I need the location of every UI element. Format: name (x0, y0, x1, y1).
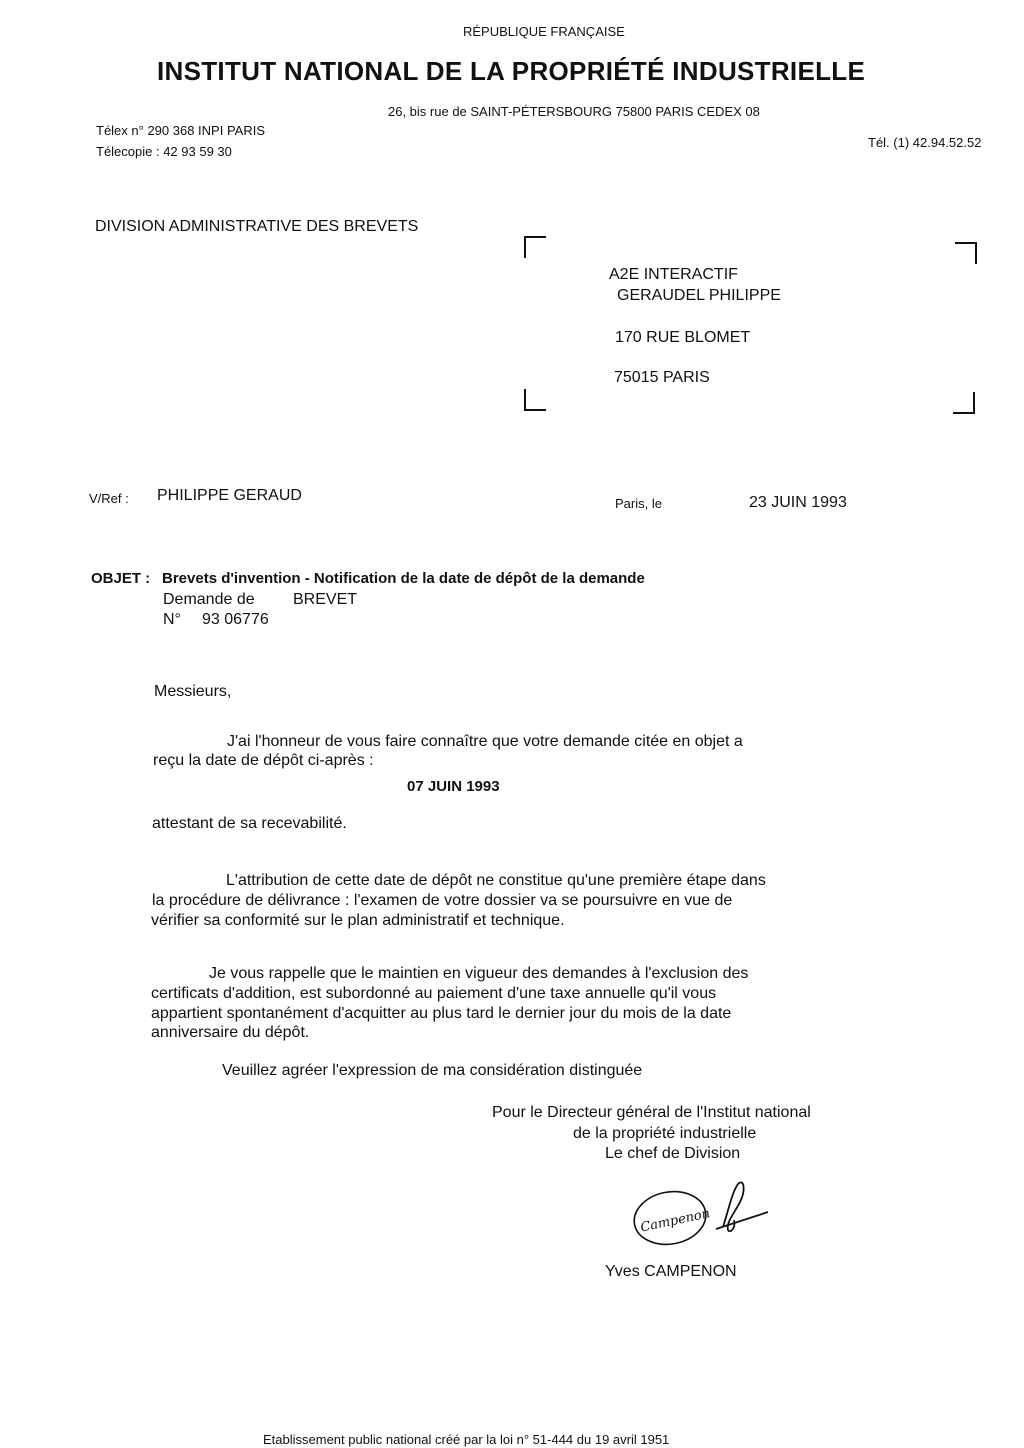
telephone-line: Tél. (1) 42.94.52.52 (868, 135, 982, 150)
window-corner-top-left (524, 236, 546, 258)
signature-line-2: de la propriété industrielle (573, 1125, 757, 1142)
letter-date: 23 JUIN 1993 (749, 494, 847, 511)
signature-scrawl-text: Campenon (639, 1206, 712, 1236)
demande-value: BREVET (293, 591, 358, 608)
division-heading: DIVISION ADMINISTRATIVE DES BREVETS (95, 218, 419, 235)
recipient-name: GERAUDEL PHILIPPE (617, 287, 781, 304)
paragraph-2-line-1: L'attribution de cette date de dépôt ne constitue qu'une première étape dans (226, 872, 766, 889)
date-label: Paris, le (615, 496, 662, 511)
objet-label: OBJET : (91, 570, 151, 587)
paragraph-3-line-1: Je vous rappelle que le maintien en vigueur des demandes à l'exclusion des (209, 965, 749, 982)
closing-formula: Veuillez agréer l'expression de ma considération distinguée (222, 1062, 643, 1079)
paragraph-1-line-1: J'ai l'honneur de vous faire connaître que votre demande citée en objet a (227, 733, 743, 750)
recipient-city: 75015 PARIS (614, 369, 710, 386)
numero-value: 93 06776 (202, 611, 269, 628)
paragraph-2-line-2: la procédure de délivrance : l'examen de votre dossier va se poursuivre en vue de (152, 892, 733, 909)
reference-label: V/Ref : (89, 491, 129, 506)
handwritten-signature (628, 1172, 778, 1252)
objet-text: Brevets d'invention - Notification de la date de dépôt de la demande (162, 570, 645, 587)
paragraph-1-line-2: reçu la date de dépôt ci-après : (153, 752, 374, 769)
recipient-street: 170 RUE BLOMET (615, 329, 751, 346)
salutation: Messieurs, (154, 683, 232, 700)
numero-label: N° (163, 611, 181, 628)
demande-label: Demande de (163, 591, 255, 608)
telex-line: Télex n° 290 368 INPI PARIS (96, 123, 265, 138)
signatory-name: Yves CAMPENON (605, 1263, 737, 1280)
telecopie-line: Télecopie : 42 93 59 30 (96, 144, 232, 159)
reference-value: PHILIPPE GERAUD (157, 487, 302, 504)
recipient-company: A2E INTERACTIF (609, 266, 738, 283)
paragraph-3-line-4: anniversaire du dépôt. (151, 1024, 310, 1041)
footer-legal: Etablissement public national créé par la loi n° 51-444 du 19 avril 1951 (263, 1432, 670, 1447)
paragraph-3-line-3: appartient spontanément d'acquitter au plus tard le dernier jour du mois de la date (151, 1005, 732, 1022)
paragraph-3-line-2: certificats d'addition, est subordonné au paiement d'une taxe annuelle qu'il vous (151, 985, 717, 1002)
signature-line-1: Pour le Directeur général de l'Institut national (492, 1104, 811, 1121)
window-corner-bottom-left (524, 389, 546, 411)
window-corner-bottom-right (953, 392, 975, 414)
signature-line-3: Le chef de Division (605, 1145, 741, 1162)
paragraph-2-line-3: vérifier sa conformité sur le plan administratif et technique. (151, 912, 565, 929)
deposit-date: 07 JUIN 1993 (407, 778, 500, 795)
institute-address: 26, bis rue de SAINT-PÉTERSBOURG 75800 PARIS CEDEX 08 (388, 104, 760, 119)
republic-heading: RÉPUBLIQUE FRANÇAISE (463, 24, 625, 39)
institute-title: INSTITUT NATIONAL DE LA PROPRIÉTÉ INDUSTRIELLE (157, 56, 866, 86)
paragraph-1-line-3: attestant de sa recevabilité. (152, 815, 347, 832)
window-corner-top-right (955, 242, 977, 264)
